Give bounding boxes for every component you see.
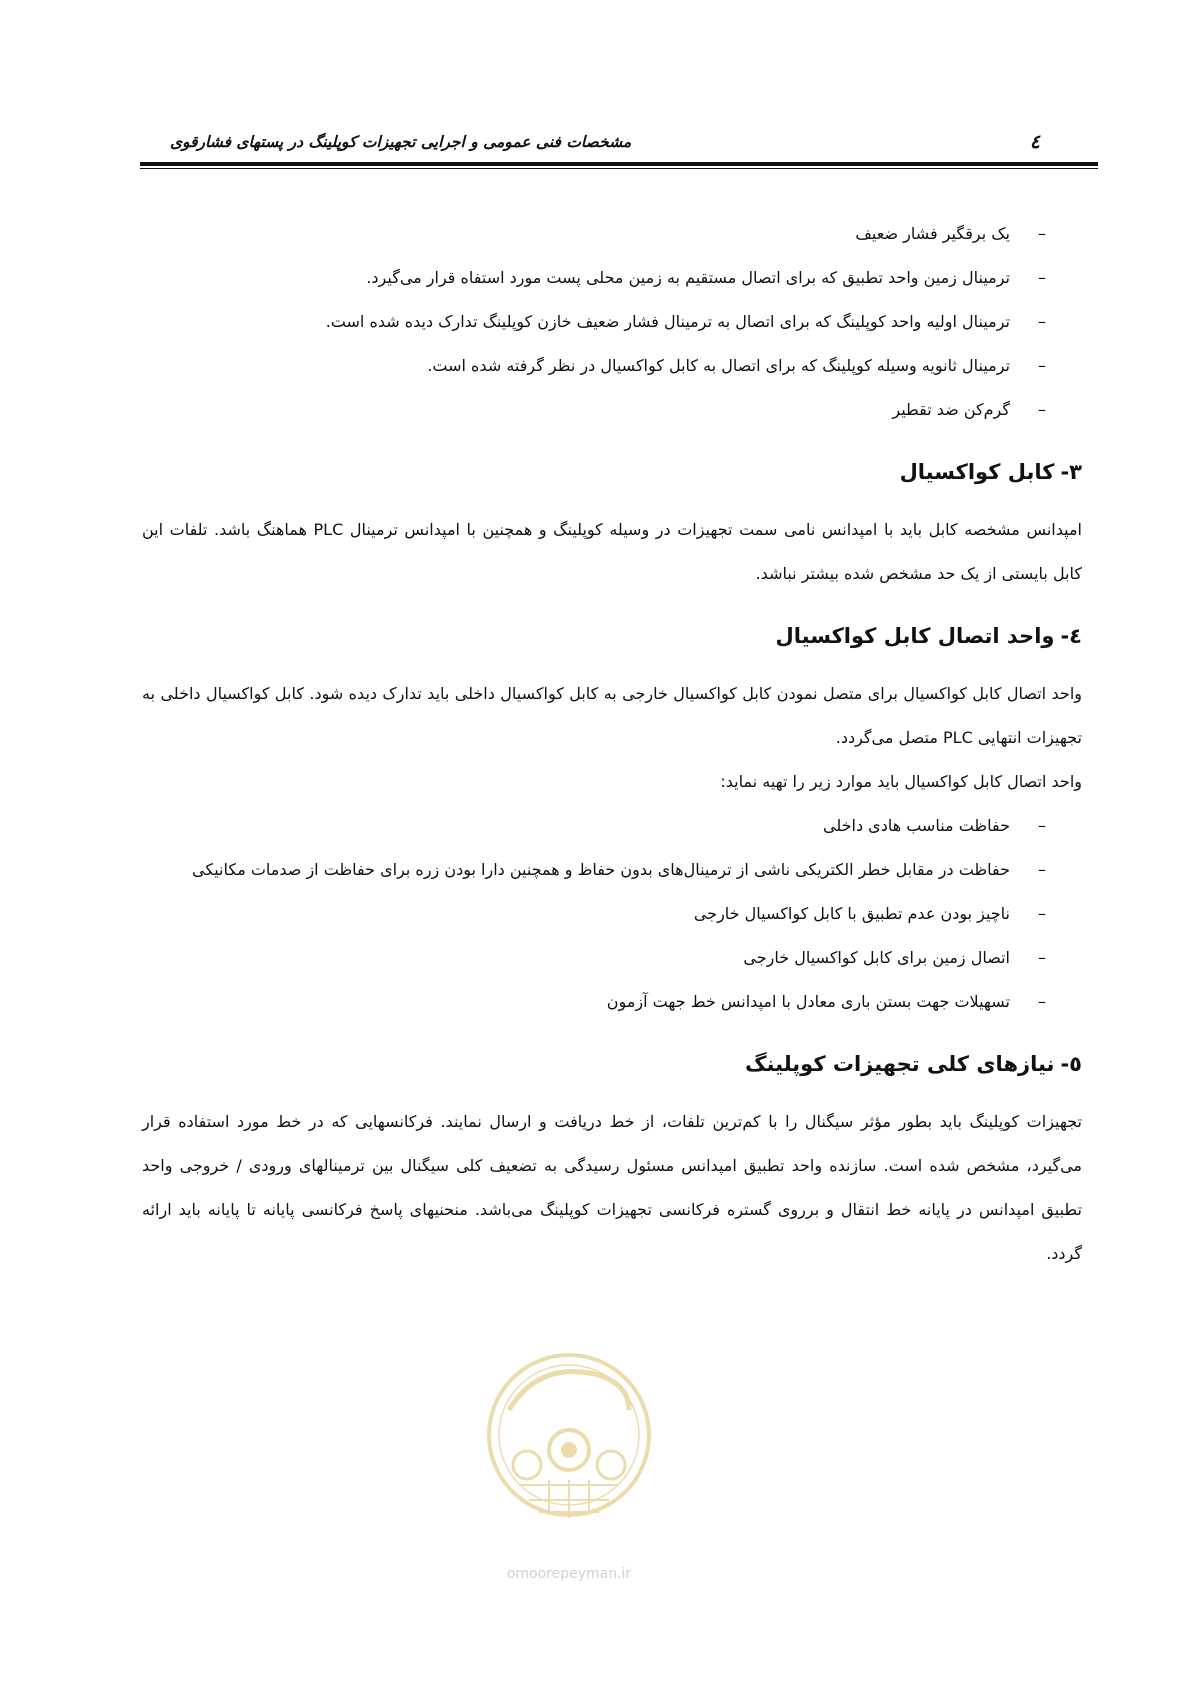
dash-bullet: – (1038, 400, 1046, 419)
section-5-heading (142, 1046, 1082, 1082)
header-title: مشخصات فنی عمومی و اجرایی تجهیزات کوپلینگ در پستهای فشارقوی (170, 133, 632, 151)
page-number: ٤ (1029, 131, 1040, 153)
watermark-logo-icon (479, 1340, 659, 1590)
section-5-paragraph: تجهیزات کوپلینگ باید بطور مؤثر سیگنال را با کم‌ترین تلفات، از خط دریافت و ارسال نمایند. فرکانسهایی که در خط مورد استفاده قرار می‌گیرد، مشخص شده است. سازنده واحد تطبیق امپدانس مسئول رسیدگی به تضعیف کلی سیگنال بین ترمینالهای ورودی / خروجی واحد تطبیق امپدانس در پایانه خط انتقال و برروی گستره فرکانسی تجهیزات کوپلینگ می‌باشد. منحنیهای پاسخ فرکانسی پایانه تا پایانه باید ارائه گردد. (142, 1112, 1082, 1263)
document-body (142, 212, 1082, 1276)
dash-bullet: – (1038, 312, 1046, 331)
dash-bullet: – (1038, 816, 1046, 835)
section-3-heading (142, 454, 1082, 490)
list-item: – حفاظت مناسب هادی داخلی (142, 804, 1082, 848)
section-3-paragraph: امپدانس مشخصه کابل باید با امپدانس نامی سمت تجهیزات در وسیله کوپلینگ و همچنین با امپدانس ترمینال PLC هماهنگ باشد. تلفات این کابل بایستی از یک حد مشخص شده بیشتر نباشد. (142, 520, 1082, 583)
section-4-heading (142, 618, 1082, 654)
list-item: – تسهیلات جهت بستن باری معادل با امپدانس خط جهت آزمون (142, 980, 1082, 1024)
component-list (142, 212, 1082, 432)
list-item: – ترمینال اولیه واحد کوپلینگ که برای اتصال به ترمینال فشار ضعیف خازن کوپلینگ تدارک دیده شده است. (142, 300, 1082, 344)
section-number: ۳- (1060, 460, 1082, 484)
connection-unit-list (142, 804, 1082, 1024)
section-4-paragraph: واحد اتصال کابل کواکسیال برای متصل نمودن کابل کواکسیال خارجی به کابل کواکسیال داخلی باید تدارک دیده شود. کابل کواکسیال داخلی به تجهیزات انتهایی PLC متصل می‌گردد. (142, 684, 1082, 747)
section-4-intro: واحد اتصال کابل کواکسیال باید موارد زیر را تهیه نماید: (720, 772, 1082, 791)
list-item: – اتصال زمین برای کابل کواکسیال خارجی (142, 936, 1082, 980)
watermark-text: omoorepeyman.ir (506, 1566, 632, 1582)
header-rule-thin (140, 168, 1098, 169)
dash-bullet: – (1038, 992, 1046, 1011)
section-number: ٥- (1060, 1052, 1082, 1076)
list-item: – ترمینال ثانویه وسیله کوپلینگ که برای اتصال به کابل کواکسیال در نظر گرفته شده است. (142, 344, 1082, 388)
section-number: ٤- (1060, 624, 1082, 648)
page-header (140, 125, 1098, 165)
list-item: – گرم‌کن ضد تقطیر (142, 388, 1082, 432)
dash-bullet: – (1038, 904, 1046, 923)
list-item: – یک برقگیر فشار ضعیف (142, 212, 1082, 256)
list-item: – حفاظت در مقابل خطر الکتریکی ناشی از ترمینال‌های بدون حفاظ و همچنین دارا بودن زره برای حفاظت از صدمات مکانیکی (142, 848, 1082, 892)
dash-bullet: – (1038, 860, 1046, 879)
section-title: نیازهای کلی تجهیزات کوپلینگ (745, 1052, 1055, 1076)
list-item: – ترمینال زمین واحد تطبیق که برای اتصال مستقیم به زمین محلی پست مورد استفاه قرار می‌گیرد. (142, 256, 1082, 300)
list-item: – ناچیز بودن عدم تطبیق با کابل کواکسیال خارجی (142, 892, 1082, 936)
header-rule-thick (140, 162, 1098, 166)
dash-bullet: – (1038, 356, 1046, 375)
dash-bullet: – (1038, 948, 1046, 967)
section-title: واحد اتصال کابل کواکسیال (775, 624, 1055, 648)
section-title: کابل کواکسیال (899, 460, 1055, 484)
dash-bullet: – (1038, 224, 1046, 243)
dash-bullet: – (1038, 268, 1046, 287)
